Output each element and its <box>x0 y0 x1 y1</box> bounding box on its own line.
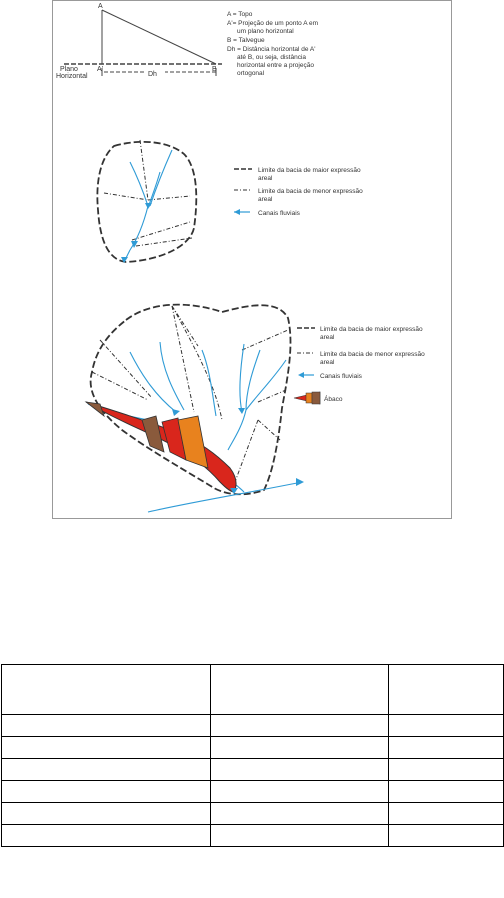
table-row <box>2 803 504 825</box>
data-table <box>1 664 504 847</box>
middle-minor-limit-line-1: Limite da bacia de menor expressão <box>258 188 363 195</box>
plane-label-line-1: Plano <box>60 66 78 73</box>
table-cell <box>211 759 389 781</box>
table-row <box>2 781 504 803</box>
legend-a: A = Topo <box>227 11 253 18</box>
table-cell <box>2 781 211 803</box>
figure-svg <box>52 0 452 519</box>
table-header-cell <box>389 665 504 715</box>
figure-frame <box>53 1 452 519</box>
point-a-prime-label: A' <box>97 66 104 73</box>
table-cell <box>389 759 504 781</box>
table-cell <box>2 737 211 759</box>
table-cell <box>211 715 389 737</box>
table-cell <box>389 715 504 737</box>
table-cell <box>389 825 504 847</box>
bottom-channels-label: Canais fluviais <box>320 373 362 380</box>
plane-label-line-2: Horizontal <box>56 73 88 80</box>
table-cell <box>211 781 389 803</box>
table-cell <box>211 825 389 847</box>
middle-major-limit-line-1: Limite da bacia de maior expressão <box>258 167 361 174</box>
middle-channels-label: Canais fluviais <box>258 210 300 217</box>
figure-panel <box>52 0 452 519</box>
legend-dh-line-3: horizontal entre a projeção <box>237 62 314 69</box>
table-cell <box>389 781 504 803</box>
table-cell <box>2 803 211 825</box>
abaco-label: Ábaco <box>324 396 343 403</box>
middle-minor-limit-line-2: areal <box>258 196 273 203</box>
table-header-row <box>2 665 504 715</box>
table-row <box>2 759 504 781</box>
legend-dh-line-2: até B, ou seja, distância <box>237 54 307 61</box>
table-row <box>2 715 504 737</box>
table-cell <box>2 825 211 847</box>
middle-major-limit-line-2: areal <box>258 175 273 182</box>
table-header-cell <box>211 665 389 715</box>
table-row <box>2 825 504 847</box>
table-cell <box>2 715 211 737</box>
legend-b: B = Talvegue <box>227 37 265 44</box>
table-cell <box>211 737 389 759</box>
bottom-major-limit-line-1: Limite da bacia de maior expressão <box>320 326 423 333</box>
table-header-cell <box>2 665 211 715</box>
point-a-label: A <box>98 3 103 10</box>
legend-dh-line-1: Dh = Distância horizontal de A' <box>227 46 316 53</box>
legend-dh-line-4: ortogonal <box>237 70 265 77</box>
table-cell <box>389 737 504 759</box>
table-row <box>2 737 504 759</box>
bottom-major-limit-line-2: areal <box>320 334 335 341</box>
point-b-label: B <box>212 66 217 73</box>
legend-a-prime-line-1: A'= Projeção de um ponto A em <box>227 20 319 27</box>
dh-label: Dh <box>148 71 157 78</box>
bottom-minor-limit-line-1: Limite da bacia de menor expressão <box>320 351 425 358</box>
bottom-minor-limit-line-2: areal <box>320 359 335 366</box>
legend-a-prime-line-2: um plano horizontal <box>237 28 294 35</box>
table-cell <box>211 803 389 825</box>
table-cell <box>2 759 211 781</box>
table-cell <box>389 803 504 825</box>
